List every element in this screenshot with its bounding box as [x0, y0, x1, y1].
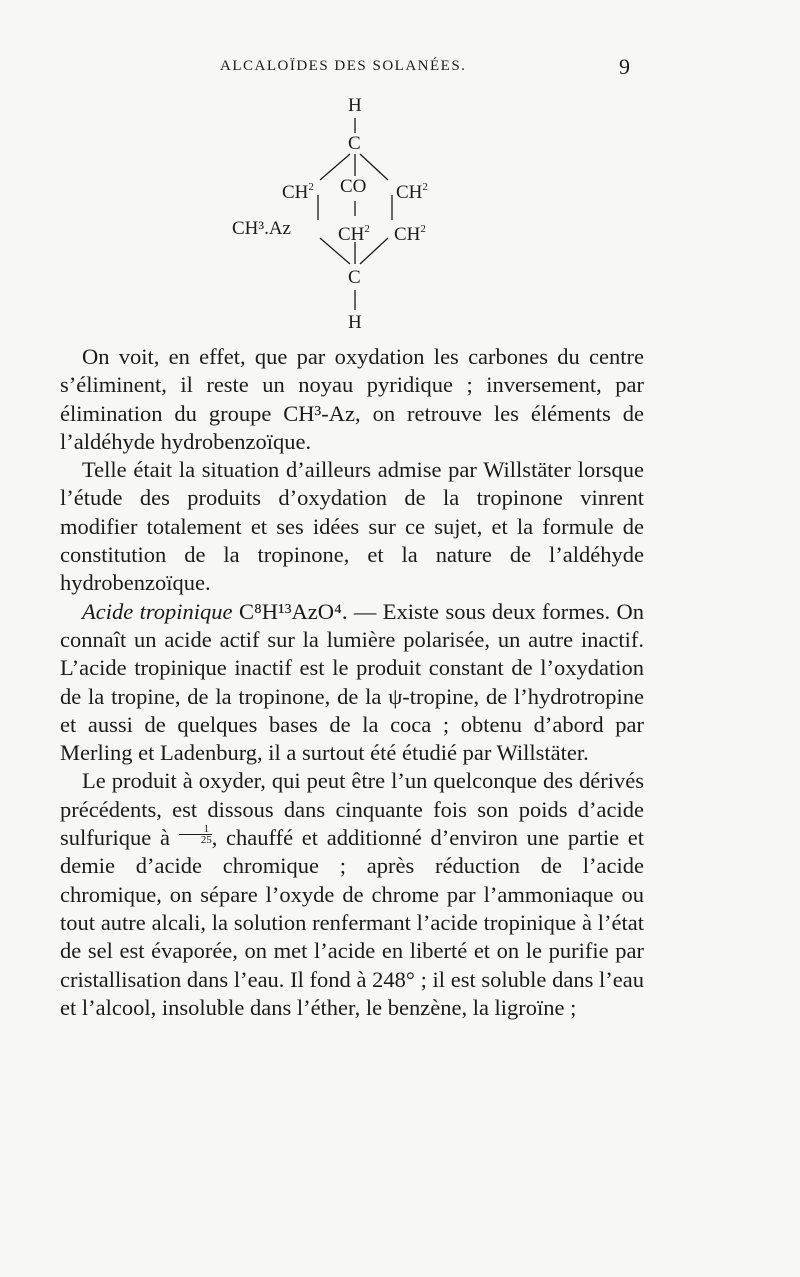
formula-ch2-right-lower: $CH^2$ [394, 223, 426, 245]
formula-co: CO [340, 176, 367, 197]
formula-ch2-left: $CH^2$ [282, 181, 314, 203]
structural-formula [0, 88, 800, 363]
page-header [0, 54, 800, 84]
paragraph-1: On voit, en effet, que par oxydation les carbones du centre s’éliminent, il reste un noyau pyridique ; inversement, par élimination du groupe CH³-Az, on retrouve les éléments de l’aldéhyde hydrobenzoïque. [60, 344, 644, 454]
section-title: Acide tropinique [82, 598, 233, 624]
body-text [60, 343, 644, 1022]
formula-top-h: H [348, 95, 362, 116]
formula-ch2-mid: $CH^2$ [338, 223, 370, 245]
formula-top-c: C [348, 133, 361, 154]
paragraph-4: Le produit à oxyder, qui peut être l’un quelconque des dérivés précédents, est dissous dans cinquante fois son poids d’acide sulfurique à $\frac{1}{25}$ , chauffé et additionné d’environ une partie et demie d’acide chromique ; après réduction de l’acide chromique, on sépare l’oxyde de chrome par l’ammoniaque ou tout autre alcali, la solution renfermant l’acide tropinique à l’état de sel est évaporée, on met l’acide en liberté et on le purifie par cristallisation dans l’eau. Il fond à 248° ; il est soluble dans l’eau et l’alcool, insoluble dans l’éther, le benzène, la ligroïne ; [60, 768, 645, 1020]
section-formula: C⁸H¹³AzO⁴. [238, 598, 348, 624]
paragraph-2: Telle était la situation d’ailleurs admise par Willstäter lorsque l’étude des produits d’oxydation de la tropinone vinrent modifier totalement et ses idées sur ce sujet, et la formule de constitution de la tropinone, et la nature de l’aldéhyde hydrobenzoïque. [60, 457, 644, 596]
formula-bottom-h: H [348, 312, 362, 333]
formula-ch2-right: $CH^2$ [396, 181, 428, 203]
page-number: 9 [619, 54, 630, 79]
paragraph-3: Acide tropinique C⁸H¹³AzO⁴. — Existe sous deux formes. On connaît un acide actif sur la lumière polarisée, un autre inactif. L’acide tropinique inactif est le produit constant de l’oxydation de la tropine, de la tropinone, de la ψ-tropine, de l’hydrotropine et aussi de quelques bases de la coca ; obtenu d’abord par Merling et Ladenburg, il a surtout été étudié par Willstäter. [60, 598, 645, 766]
running-title: ALCALOÏDES DES SOLANÉES. [220, 58, 467, 74]
fraction: $\frac{1}{25}$ [179, 824, 212, 845]
formula-ch3-az: CH³.Az [232, 218, 291, 239]
formula-bottom-c: C [348, 267, 361, 288]
